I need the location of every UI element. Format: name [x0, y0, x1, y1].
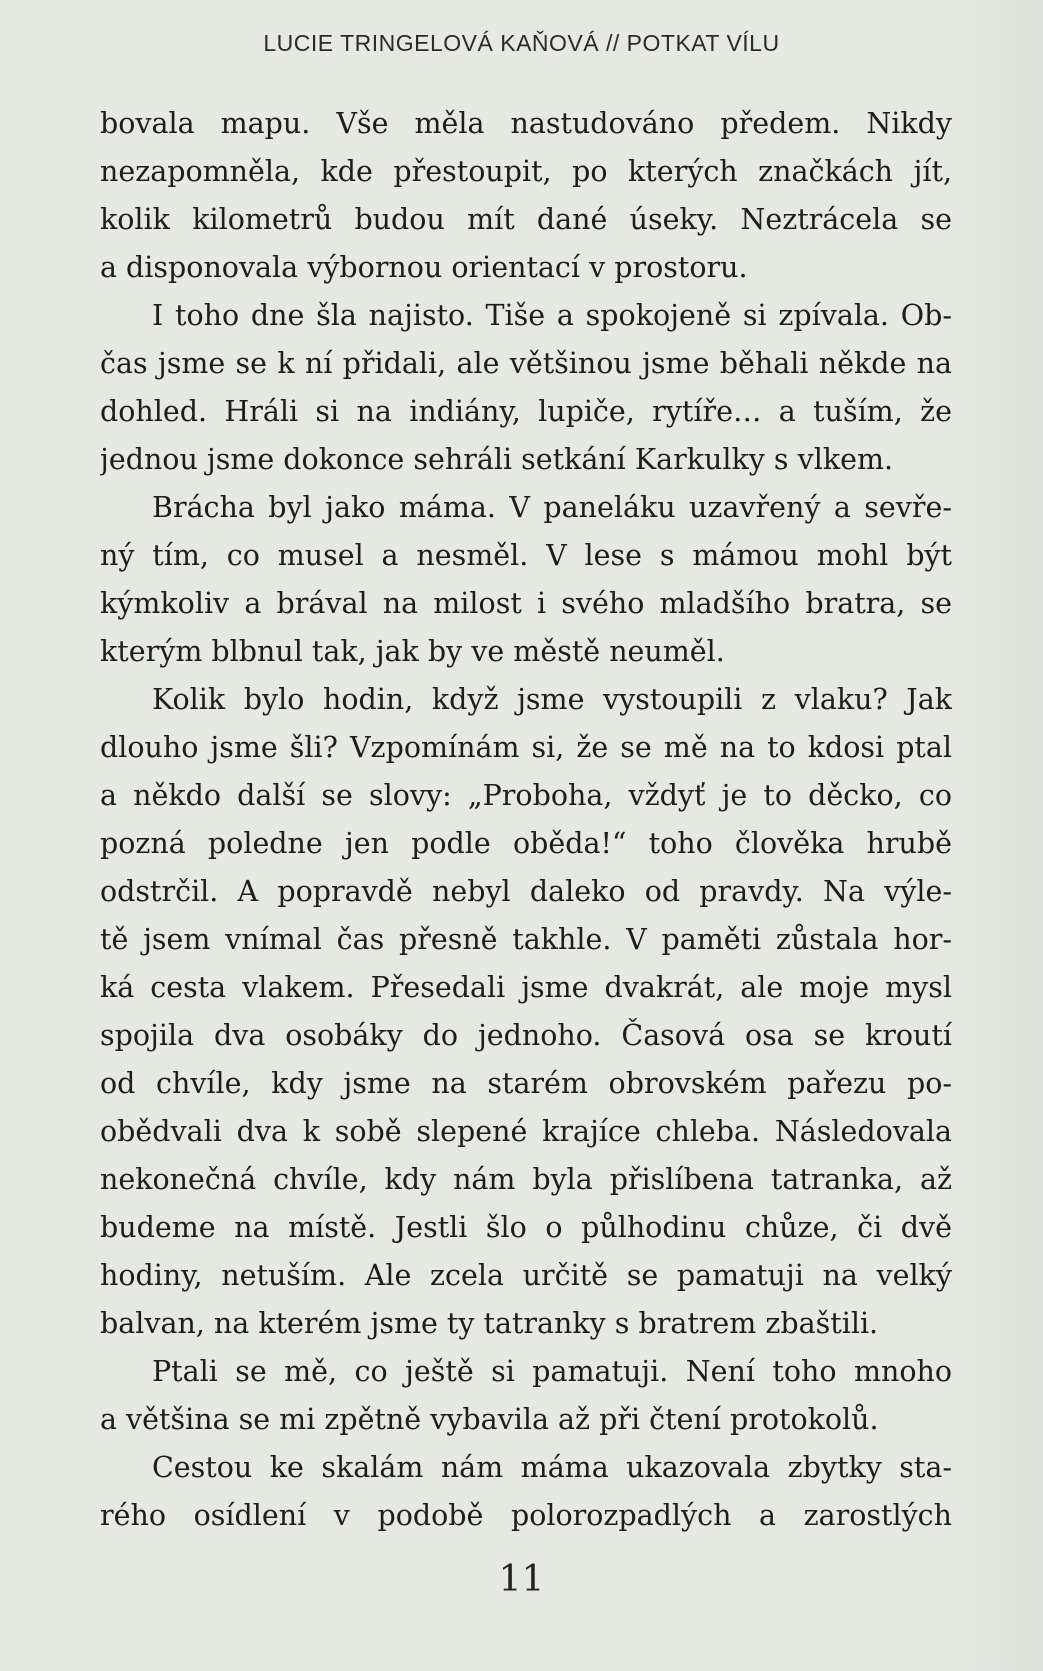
text-line: nekonečná chvíle, kdy nám byla přislíbena tatranka, až — [100, 1163, 952, 1196]
page-edge-shadow — [953, 0, 1043, 1671]
text-line: balvan, na kterém jsme ty tatranky s bratrem zbaštili. — [100, 1307, 879, 1340]
body-text — [100, 100, 952, 1540]
text-line: kýmkoliv a brával na milost i svého mladšího bratra, se — [100, 587, 952, 620]
text-line: Kolik bylo hodin, když jsme vystoupili z vlaku? Jak — [152, 683, 952, 716]
text-line: odstrčil. A popravdě nebyl daleko od pravdy. Na výle- — [100, 875, 952, 908]
text-line: ká cesta vlakem. Přesedali jsme dvakrát, ale moje mysl — [100, 971, 952, 1004]
text-line: bovala mapu. Vše měla nastudováno předem. Nikdy — [100, 107, 952, 140]
text-line: I toho dne šla najisto. Tiše a spokojeně si zpívala. Ob- — [152, 299, 952, 332]
text-line: pozná poledne jen podle oběda!“ toho člověka hrubě — [100, 827, 952, 860]
text-line: Ptali se mě, co ještě si pamatuji. Není toho mnoho — [152, 1355, 952, 1388]
text-line: spojila dva osobáky do jednoho. Časová osa se kroutí — [100, 1019, 952, 1052]
text-line: čas jsme se k ní přidali, ale většinou jsme běhali někde na — [100, 347, 952, 380]
text-line: nezapomněla, kde přestoupit, po kterých značkách jít, — [100, 155, 952, 188]
text-line: kolik kilometrů budou mít dané úseky. Neztrácela se — [100, 203, 952, 236]
text-line: a někdo další se slovy: „Proboha, vždyť je to děcko, co — [100, 779, 952, 812]
text-line: Cestou ke skalám nám máma ukazovala zbytky sta- — [152, 1451, 952, 1484]
text-line: obědvali dva k sobě slepené krajíce chleba. Následovala — [100, 1115, 952, 1148]
text-line: rého osídlení v podobě polorozpadlých a zarostlých — [100, 1499, 952, 1532]
running-head: LUCIE TRINGELOVÁ KAŇOVÁ // POTKAT VÍLU — [263, 30, 780, 56]
text-line: od chvíle, kdy jsme na starém obrovském pařezu po- — [100, 1067, 952, 1100]
text-line: ný tím, co musel a nesměl. V lese s mámou mohl být — [100, 539, 952, 572]
text-line: tě jsem vnímal čas přesně takhle. V paměti zůstala hor- — [100, 923, 952, 956]
text-line: dohled. Hráli si na indiány, lupiče, rytíře… a tuším, že — [100, 395, 952, 428]
text-line: hodiny, netuším. Ale zcela určitě se pamatuji na velký — [100, 1259, 952, 1292]
text-line: Brácha byl jako máma. V paneláku uzavřený a sevře- — [152, 491, 952, 524]
text-line: dlouho jsme šli? Vzpomínám si, že se mě na to kdosi ptal — [100, 731, 952, 764]
text-line: jednou jsme dokonce sehráli setkání Karkulky s vlkem. — [100, 443, 894, 476]
text-line: kterým blbnul tak, jak by ve městě neuměl. — [100, 635, 725, 668]
text-line: a disponovala výbornou orientací v prostoru. — [100, 251, 748, 284]
text-line: a většina se mi zpětně vybavila až při čtení protokolů. — [100, 1403, 879, 1436]
page-number: 11 — [498, 1559, 545, 1600]
text-line: budeme na místě. Jestli šlo o půlhodinu chůze, či dvě — [100, 1211, 952, 1244]
